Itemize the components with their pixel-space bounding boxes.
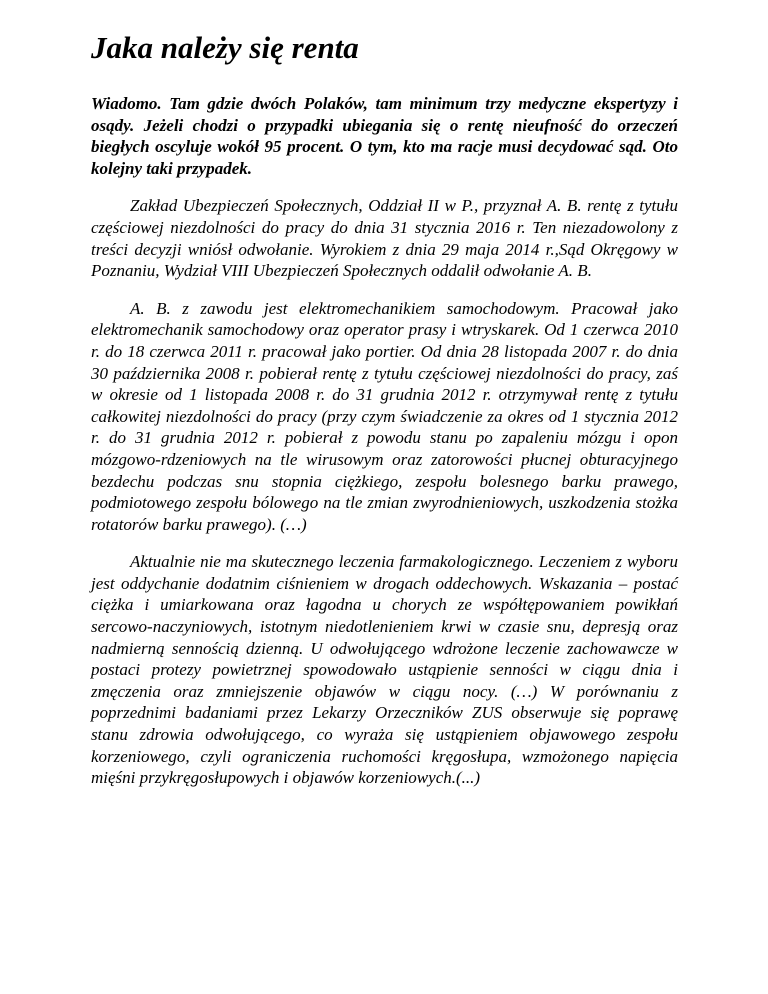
paragraph-treatment: Aktualnie nie ma skutecznego leczenia farmakologicznego. Leczeniem z wyboru jest oddychanie dodatnim ciśnieniem w drogach oddechowych. Wskazania – postać ciężka i umiarkowana oraz łagodna u chorych ze współtępowaniem powikłań sercowo-naczyniowych, istotnym niedotlenieniem krwi w czasie snu, depresją oraz nadmierną sennością dzienną. U odwołującego wdrożone leczenie zachowawcze w postaci protezy powietrznej spowodowało ustąpienie senności w ciągu dnia i zmęczenia oraz zmniejszenie objawów w ciągu nocy. (…) W porównaniu z poprzednimi badaniami przez Lekarzy Orzeczników ZUS obserwuje się poprawę stanu zdrowia odwołującego, co wyraża się ustąpieniem objawowego zespołu korzeniowego, czyli ograniczenia ruchomości kręgosłupa, wzmożonego napięcia mięśni przykręgosłupowych i objawów korzeniowych.(...) <box>91 552 678 788</box>
article-title: Jaka należy się renta <box>91 30 359 65</box>
document-page <box>91 28 678 805</box>
paragraph-decision: Zakład Ubezpieczeń Społecznych, Oddział II w P., przyznał A. B. rentę z tytułu częściowej niezdolności do pracy do dnia 31 stycznia 2016 r. Ten niezadowolony z treści decyzji wniósł odwołanie. Wyrokiem z dnia 29 maja 2014 r.,Sąd Okręgowy w Poznaniu, Wydział VIII Ubezpieczeń Społecznych oddalił odwołanie A. B. <box>91 196 678 281</box>
article-lead: Wiadomo. Tam gdzie dwóch Polaków, tam minimum trzy medyczne ekspertyzy i osądy. Jeżeli chodzi o przypadki ubiegania się o rentę nieufność do orzeczeń biegłych oscyluje wokół 95 procent. O tym, kto ma racje musi decydować sąd. Oto kolejny taki przypadek. <box>91 94 678 178</box>
paragraph-career: A. B. z zawodu jest elektromechanikiem samochodowym. Pracował jako elektromechanik samochodowy oraz operator prasy i wtryskarek. Od 1 czerwca 2010 r. do 18 czerwca 2011 r. pracował jako portier. Od dnia 28 listopada 2007 r. do dnia 30 października 2008 r. pobierał rentę z tytułu częściowej niezdolności do pracy, zaś w okresie od 1 listopada 2008 r. do 31 grudnia 2012 r. otrzymywał rentę z tytułu całkowitej niezdolności do pracy (przy czym świadczenie za okres od 1 stycznia 2012 r. do 31 grudnia 2012 r. pobierał z powodu stanu po zapaleniu mózgu i opon mózgowo-rdzeniowych na tle wirusowym oraz zatorowości płucnej obturacyjnego bezdechu podczas snu stopnia ciężkiego, zespołu bolesnego barku prawego, podmiotowego zespołu bólowego na tle zmian zwyrodnieniowych, uszkodzenia stożka rotatorów barku prawego). (…) <box>91 298 678 534</box>
